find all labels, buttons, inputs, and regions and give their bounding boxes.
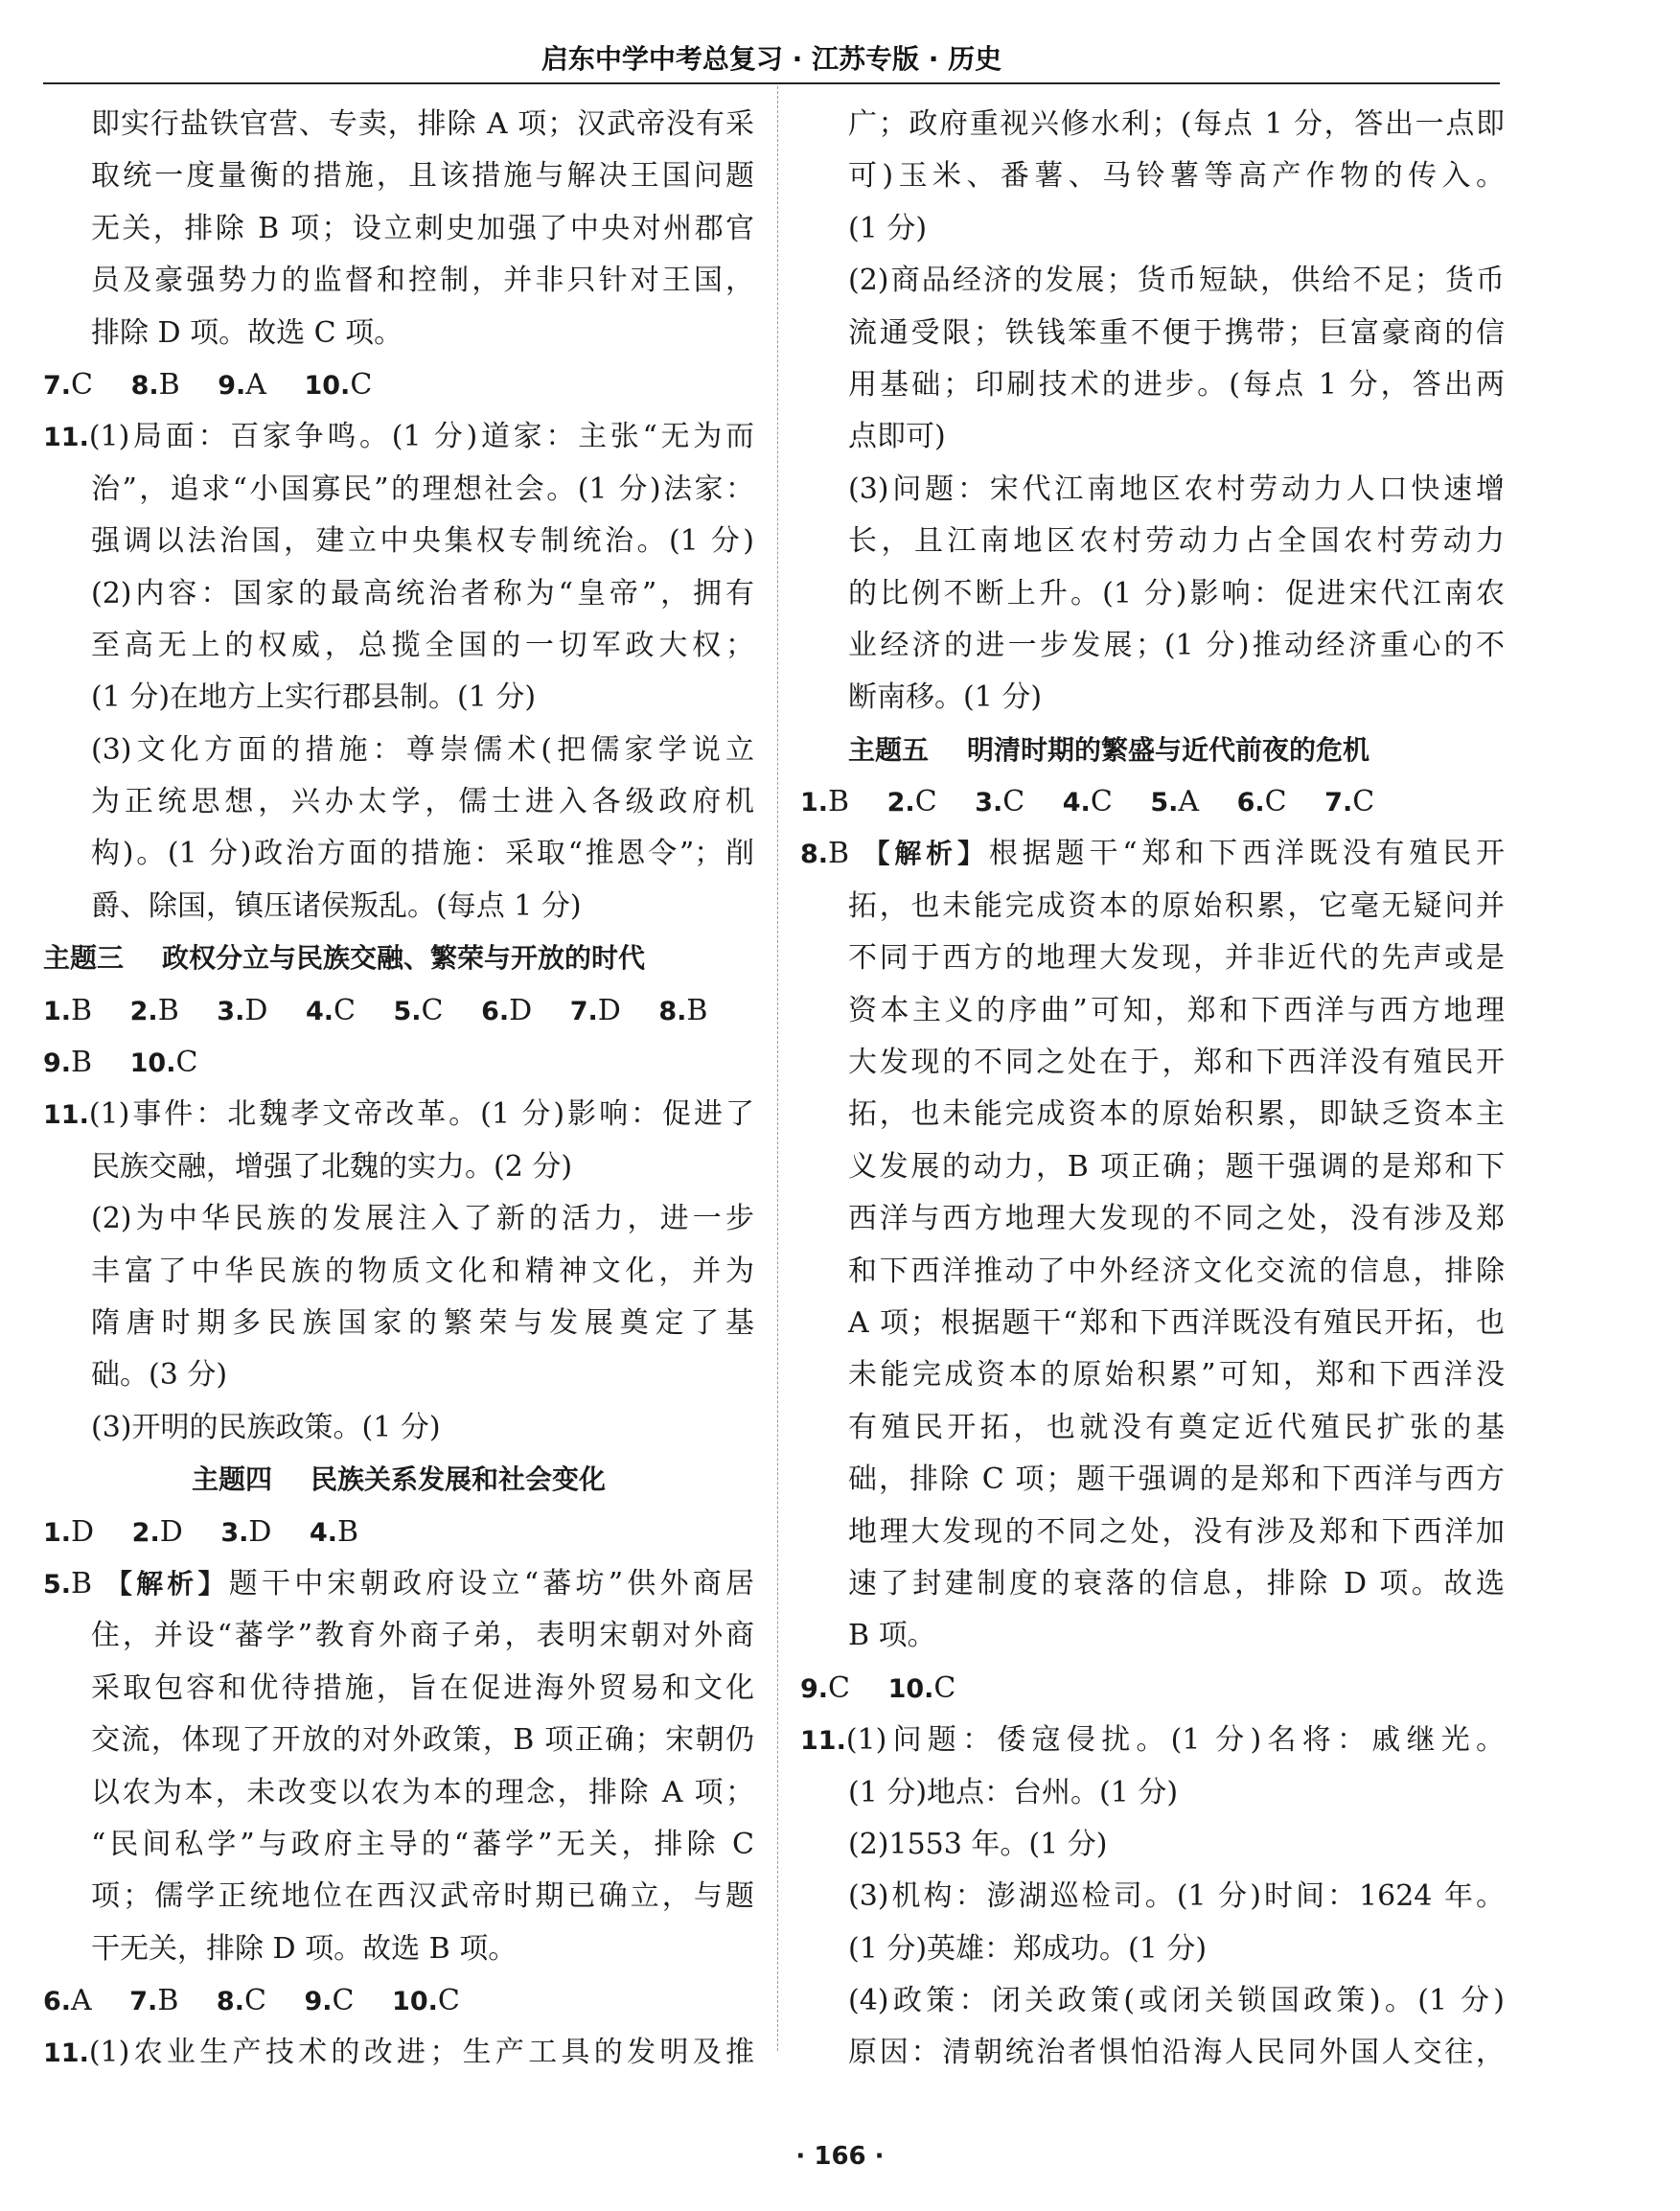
text-line: (2)商品经济的发展；货币短缺，供给不足；货币 [848,264,1505,298]
question-number: 9. [800,1673,829,1704]
answer-letter: C [1090,785,1113,819]
answer-explanation-6 [43,99,754,359]
question-number: 10. [129,1048,176,1079]
question-11-answer [43,411,754,933]
text-line: 础。(3 分) [91,1358,228,1393]
question-11-answer [43,1089,754,1454]
text-line: 无关，排除 B 项；设立刺史加强了中央对州郡官 [91,211,754,245]
question-number: 3. [975,788,1003,818]
answer-letter: D [159,1514,183,1549]
text-line: 可)玉米、番薯、马铃薯等高产作物的传入。 [848,159,1505,194]
answer-letter: D [597,993,621,1027]
question-number: 4. [305,996,334,1026]
text-line: 西洋与西方地理大发现的不同之处，没有涉及郑 [848,1202,1505,1236]
answer-letter: C [421,993,444,1027]
text-line: (1 分)英雄：郑成功。(1 分) [848,1931,1208,1966]
page-number: · 166 · [795,2142,885,2171]
answer-row [800,776,1505,828]
answer-letter: C [914,785,937,819]
answer-letter: D [248,1514,272,1549]
text-line: 采取包容和优待措施，旨在促进海外贸易和文化 [91,1670,754,1705]
text-line: 排除 D 项。故选 C 项。 [91,315,403,350]
theme-label: 主题三 [43,942,125,975]
question-number: 9. [43,1048,72,1079]
text-line: 隋唐时期多民族国家的繁荣与发展奠定了基 [91,1305,754,1340]
text-line: 构)。(1 分)政治方面的措施：采取“推恩令”；削 [91,837,754,871]
question-number: 4. [1062,788,1091,818]
theme-title: 政权分立与民族交融、繁荣与开放的时代 [162,942,646,975]
answer-row [43,359,754,411]
text-line: 流通受限；铁钱笨重不便于携带；巨富豪商的信 [848,315,1505,350]
text-line: 原因：清朝统治者惧怕沿海人民同外国人交往， [848,2036,1505,2070]
text-line: 断南移。(1 分) [848,680,1043,715]
text-line: 丰富了中华民族的物质文化和精神文化，并为 [91,1254,754,1288]
question-number: 3. [217,996,245,1026]
analysis-tag: 【解析】 [863,838,989,870]
text-line: (1)事件：北魏孝文帝改革。(1 分)影响：促进了 [88,1097,754,1132]
text-line: (2)为中华民族的发展注入了新的活力，进一步 [91,1202,754,1236]
text-line: 项；儒学正统地位在西汉武帝时期已确立，与题 [91,1879,754,1914]
question-8-answer [800,828,1505,1662]
answer-letter: B [337,1514,359,1549]
text-line: 和下西洋推动了中外经济文化交流的信息，排除 [848,1254,1505,1288]
text-line: 根据题干“郑和下西洋既没有殖民开 [988,837,1505,871]
text-line: 为正统思想，兴办太学，儒士进入各级政府机 [91,785,754,819]
text-line: (3)文化方面的措施：尊崇儒术(把儒家学说立 [91,732,754,767]
answer-letter: C [243,1984,266,2018]
analysis-tag: 【解析】 [104,1567,229,1600]
text-line: 题干中宋朝政府设立“蕃坊”供外商居 [228,1566,754,1601]
text-line: 地理大发现的不同之处，没有涉及郑和下西洋加 [848,1514,1505,1549]
question-11-start [43,2027,754,2079]
answer-letter: B [157,993,179,1027]
question-number: 1. [43,996,72,1026]
text-line: 治”，追求“小国寡民”的理想社会。(1 分)法家： [91,472,754,506]
question-number: 8. [130,370,159,401]
question-number: 5. [1150,788,1179,818]
answer-letter: B [828,837,850,871]
section-heading-theme3 [43,933,754,984]
answer-letter: B [157,1984,179,2018]
question-number: 5. [393,996,422,1026]
question-number: 5. [43,1569,72,1600]
question-number: 6. [1236,788,1265,818]
question-number: 11. [43,2038,89,2069]
text-line: (2)内容：国家的最高统治者称为“皇帝”，拥有 [91,576,754,610]
left-column [43,99,754,2080]
answer-letter: B [71,1046,93,1080]
text-line: 拓，也未能完成资本的原始积累，即缺乏资本主 [848,1097,1505,1132]
theme-label: 主题五 [848,733,930,766]
text-line: (4)政策：闭关政策(或闭关锁国政策)。(1 分) [848,1984,1505,2018]
theme-title: 民族关系发展和社会变化 [311,1463,607,1496]
answer-letter: D [509,993,533,1027]
question-number: 1. [800,788,829,818]
text-line: 拓，也未能完成资本的原始积累，它毫无疑问并 [848,888,1505,923]
text-line: (1 分) [848,211,928,245]
answer-row [43,1975,754,2027]
text-line: 广；政府重视兴修水利；(每点 1 分，答出一点即 [848,107,1505,141]
text-line: (1)问题：倭寇侵扰。(1 分)名将：戚继光。 [845,1723,1505,1758]
text-line: (2)1553 年。(1 分) [848,1827,1108,1861]
question-number: 7. [129,1987,158,2017]
text-line: (3)问题：宋代江南地区农村劳动力人口快速增 [848,472,1505,506]
answer-letter: C [1002,785,1025,819]
question-11-continued [800,99,1505,725]
question-number: 7. [569,996,598,1026]
question-number: 8. [658,996,687,1026]
question-number: 9. [304,1987,333,2017]
question-number: 2. [131,1517,160,1548]
header-title: 启东中学中考总复习 · 江苏专版 · 历史 [541,43,1002,75]
text-line: 交流，体现了开放的对外政策，B 项正确；宋朝仍 [91,1723,754,1758]
answer-letter: C [71,367,94,402]
answer-letter: C [828,1670,851,1705]
text-line: A 项；根据题干“郑和下西洋既没有殖民开拓，也 [848,1305,1505,1340]
text-line: 点即可) [848,420,946,454]
answer-letter: D [71,1514,95,1549]
text-line: 有殖民开拓，也就没有奠定近代殖民扩张的基 [848,1410,1505,1444]
text-line: 至高无上的权威，总揽全国的一切军政大权； [91,628,754,662]
question-number: 1. [43,1517,72,1548]
page-header [43,38,1500,84]
text-line: (3)开明的民族政策。(1 分) [91,1410,441,1444]
right-column [800,99,1505,2080]
answer-letter: B [828,785,850,819]
answer-row [43,1037,754,1089]
text-line: (1)农业生产技术的改进；生产工具的发明及推 [88,2036,754,2070]
text-line: 长，且江南地区农村劳动力占全国农村劳动力 [848,524,1505,559]
question-number: 10. [392,1987,438,2017]
answer-letter: C [175,1046,198,1080]
question-number: 8. [800,840,829,870]
text-line: “民间私学”与政府主导的“蕃学”无关，排除 C [91,1827,754,1861]
text-line: 不同于西方的地理大发现，并非近代的先声或是 [848,941,1505,976]
question-number: 11. [43,423,89,453]
answer-letter: C [350,367,373,402]
answer-row [43,1507,754,1558]
section-heading-theme5 [800,725,1505,776]
theme-label: 主题四 [191,1463,272,1496]
answer-row [43,985,754,1037]
answer-letter: B [686,993,708,1027]
text-line: (1)局面：百家争鸣。(1 分)道家：主张“无为而 [88,420,754,454]
question-number: 2. [129,996,158,1026]
answer-letter: B [71,993,93,1027]
answer-row [800,1663,1505,1715]
question-number: 11. [800,1726,846,1757]
question-number: 3. [220,1517,249,1548]
section-heading-theme4 [43,1454,754,1506]
text-line: 即实行盐铁官营、专卖，排除 A 项；汉武帝没有采 [91,107,754,141]
question-number: 7. [1324,788,1353,818]
question-number: 6. [481,996,510,1026]
column-divider [777,86,779,2051]
text-line: 民族交融，增强了北魏的实力。(2 分) [91,1149,573,1184]
answer-letter: C [933,1670,956,1705]
text-line: 义发展的动力，B 项正确；题干强调的是郑和下 [848,1149,1505,1184]
question-5-answer [43,1558,754,1975]
text-line: 未能完成资本的原始积累”可知，郑和下西洋没 [848,1358,1505,1393]
question-number: 7. [43,370,72,401]
question-number: 10. [887,1673,934,1704]
text-line: 用基础；印刷技术的进步。(每点 1 分，答出两 [848,367,1505,402]
text-line: 住，并设“蕃学”教育外商子弟，表明宋朝对外商 [91,1619,754,1653]
answer-letter: A [245,367,266,402]
text-line: 大发现的不同之处在于，郑和下西洋没有殖民开 [848,1046,1505,1080]
theme-title: 明清时期的繁盛与近代前夜的危机 [967,733,1370,766]
question-number: 4. [309,1517,338,1548]
answer-letter: B [158,367,180,402]
answer-letter: B [71,1566,93,1601]
text-line: (3)机构：澎湖巡检司。(1 分)时间：1624 年。 [848,1879,1505,1914]
question-number: 8. [216,1987,244,2017]
text-line: 速了封建制度的衰落的信息，排除 D 项。故选 [848,1566,1505,1601]
text-line: 干无关，排除 D 项。故选 B 项。 [91,1931,518,1966]
question-number: 9. [218,370,246,401]
text-line: (1 分)在地方上实行郡县制。(1 分) [91,680,537,715]
question-number: 11. [43,1100,89,1131]
question-11-answer [800,1715,1505,2080]
text-line: 强调以法治国，建立中央集权专制统治。(1 分) [91,524,754,559]
text-line: 取统一度量衡的措施，且该措施与解决王国问题 [91,159,754,194]
text-line: B 项。 [848,1619,936,1653]
answer-letter: D [244,993,268,1027]
text-line: 础，排除 C 项；题干强调的是郑和下西洋与西方 [848,1462,1505,1497]
text-line: 爵、除国，镇压诸侯叛乱。(每点 1 分) [91,888,582,923]
text-line: 的比例不断上升。(1 分)影响：促进宋代江南农 [848,576,1505,610]
question-number: 10. [304,370,351,401]
answer-letter: C [437,1984,460,2018]
question-number: 6. [43,1987,72,2017]
text-line: 资本主义的序曲”可知，郑和下西洋与西方地理 [848,993,1505,1027]
answer-letter: A [71,1984,92,2018]
text-line: 业经济的进一步发展；(1 分)推动经济重心的不 [848,628,1505,662]
answer-letter: C [332,1984,355,2018]
answer-letter: C [333,993,356,1027]
answer-letter: C [1352,785,1375,819]
text-line: (1 分)地点：台州。(1 分) [848,1775,1179,1809]
answer-letter: C [1264,785,1287,819]
text-line: 以农为本，未改变以农为本的理念，排除 A 项； [91,1775,754,1809]
question-number: 2. [886,788,915,818]
text-line: 员及豪强势力的监督和控制，并非只针对王国， [91,264,754,298]
answer-letter: A [1178,785,1200,819]
